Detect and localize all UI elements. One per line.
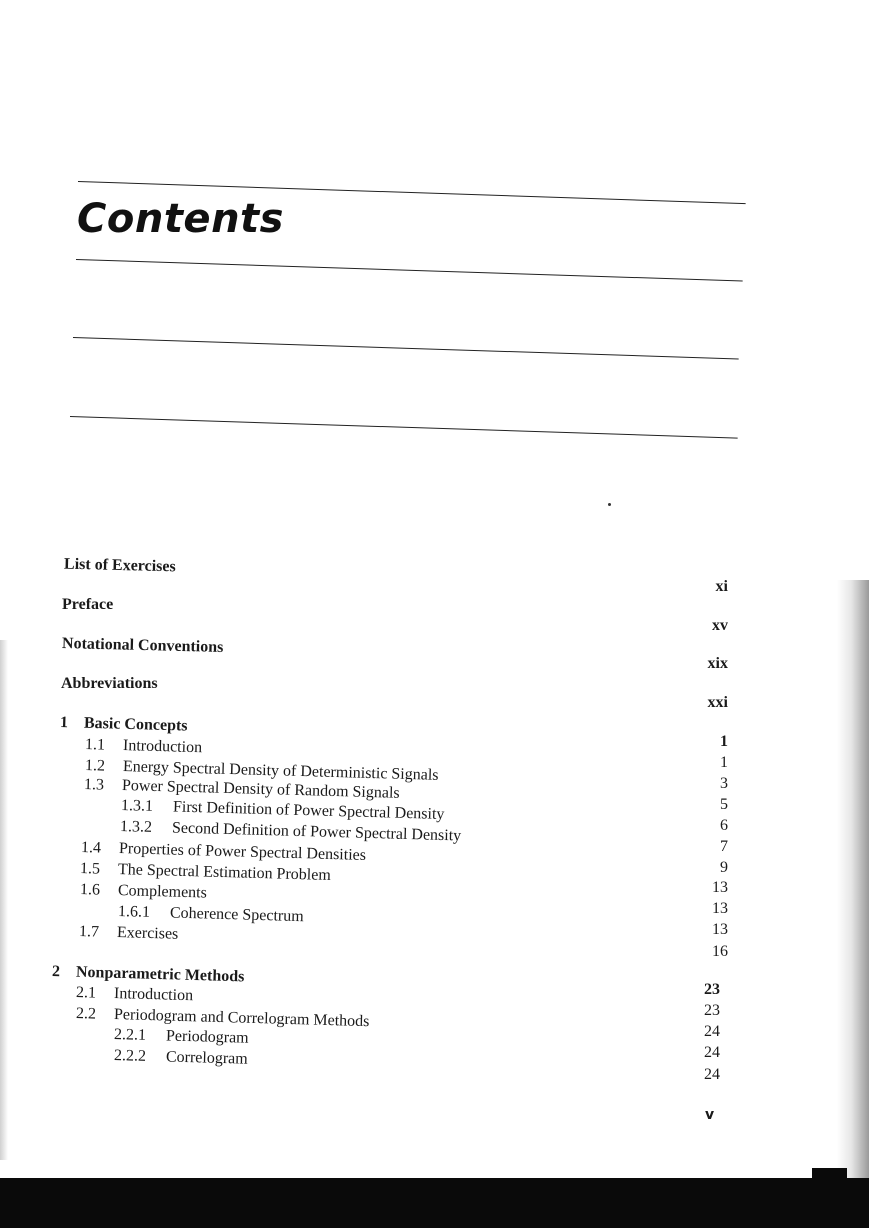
page-number: 7 [720, 838, 728, 855]
scan-edge-left [0, 640, 8, 1160]
toc-subsection-2-2-1[interactable] [114, 1026, 249, 1048]
section-number: 1.7 [78, 923, 100, 941]
toc-chapter-1[interactable] [60, 714, 188, 736]
subsection-title: Second Definition of Power Spectral Density [171, 819, 462, 845]
header-rule-4 [70, 416, 738, 439]
page-number: 13 [712, 921, 728, 938]
subsection-number: 2.2.2 [113, 1047, 147, 1065]
page-number: 24 [704, 1044, 720, 1061]
section-number: 2.1 [75, 984, 97, 1002]
toc-section-1-6[interactable] [80, 881, 207, 903]
section-number: 1.3 [83, 776, 105, 794]
section-title: Exercises [116, 924, 179, 943]
section-title: Introduction [122, 737, 203, 757]
page-number: xv [712, 617, 728, 634]
subsection-number: 1.3.1 [120, 797, 154, 815]
page-number: xxi [707, 694, 728, 711]
toc-subsection-1-6-1[interactable] [118, 903, 304, 926]
section-title: Properties of Power Spectral Densities [118, 840, 367, 864]
toc-entry-list-of-exercises[interactable]: List of Exercises [63, 555, 176, 576]
chapter-title: Nonparametric Methods [75, 963, 245, 986]
scan-edge-right [837, 580, 869, 1180]
section-number: 1.4 [80, 839, 102, 857]
header-rule-3 [73, 337, 739, 359]
section-number: 1.6 [79, 881, 101, 899]
toc-entry-abbreviations[interactable]: Abbreviations [61, 675, 158, 692]
page-number: 24 [704, 1023, 720, 1040]
section-number: 1.2 [84, 757, 106, 775]
page-number: 5 [720, 796, 728, 813]
page-number: 1 [720, 733, 728, 750]
subsection-title: Coherence Spectrum [169, 904, 304, 926]
page-number: 9 [720, 859, 728, 876]
page-number: 13 [712, 879, 728, 896]
subsection-title: Periodogram [165, 1027, 249, 1047]
page-number: xix [707, 655, 728, 672]
section-number: 1.5 [79, 860, 101, 878]
section-number: 1.1 [84, 736, 106, 754]
page-number: 24 [704, 1066, 720, 1083]
scan-bottom-shadow [0, 1178, 869, 1228]
section-title: Introduction [113, 985, 194, 1005]
page-number: 16 [712, 943, 728, 960]
subsection-number: 2.2.1 [113, 1026, 147, 1044]
toc-section-1-1[interactable] [85, 736, 203, 757]
chapter-number: 2 [51, 963, 61, 981]
page-number: 3 [720, 775, 728, 792]
section-number: 2.2 [75, 1005, 97, 1023]
toc-entry-preface[interactable]: Preface [62, 596, 114, 613]
print-speck [608, 503, 611, 506]
page-folio: v [705, 1107, 715, 1123]
toc-entry-notational-conventions[interactable]: Notational Conventions [61, 635, 224, 656]
section-title: Periodogram and Correlogram Methods [113, 1006, 370, 1031]
toc-section-1-7[interactable] [79, 923, 179, 944]
page-number: 6 [720, 817, 728, 834]
section-title: Energy Spectral Density of Deterministic Signals [122, 758, 439, 784]
page-number: 1 [720, 754, 728, 771]
subsection-title: Correlogram [165, 1048, 248, 1068]
section-title: The Spectral Estimation Problem [117, 861, 331, 885]
contents-heading: Contents [77, 196, 284, 242]
chapter-number: 1 [59, 714, 69, 732]
subsection-number: 1.6.1 [117, 903, 151, 921]
page-number: xi [715, 578, 728, 595]
toc-subsection-2-2-2[interactable] [114, 1047, 248, 1069]
section-title: Complements [117, 882, 208, 902]
subsection-title: First Definition of Power Spectral Density [172, 798, 445, 824]
page-number: 23 [704, 981, 720, 998]
header-rule-2 [76, 259, 743, 282]
subsection-number: 1.3.2 [119, 818, 153, 836]
page-number: 23 [704, 1002, 720, 1019]
section-title: Power Spectral Density of Random Signals [121, 777, 400, 802]
chapter-title: Basic Concepts [83, 714, 188, 735]
page-number: 13 [712, 900, 728, 917]
toc-chapter-2[interactable] [52, 963, 245, 986]
toc-section-2-1[interactable] [76, 984, 194, 1005]
